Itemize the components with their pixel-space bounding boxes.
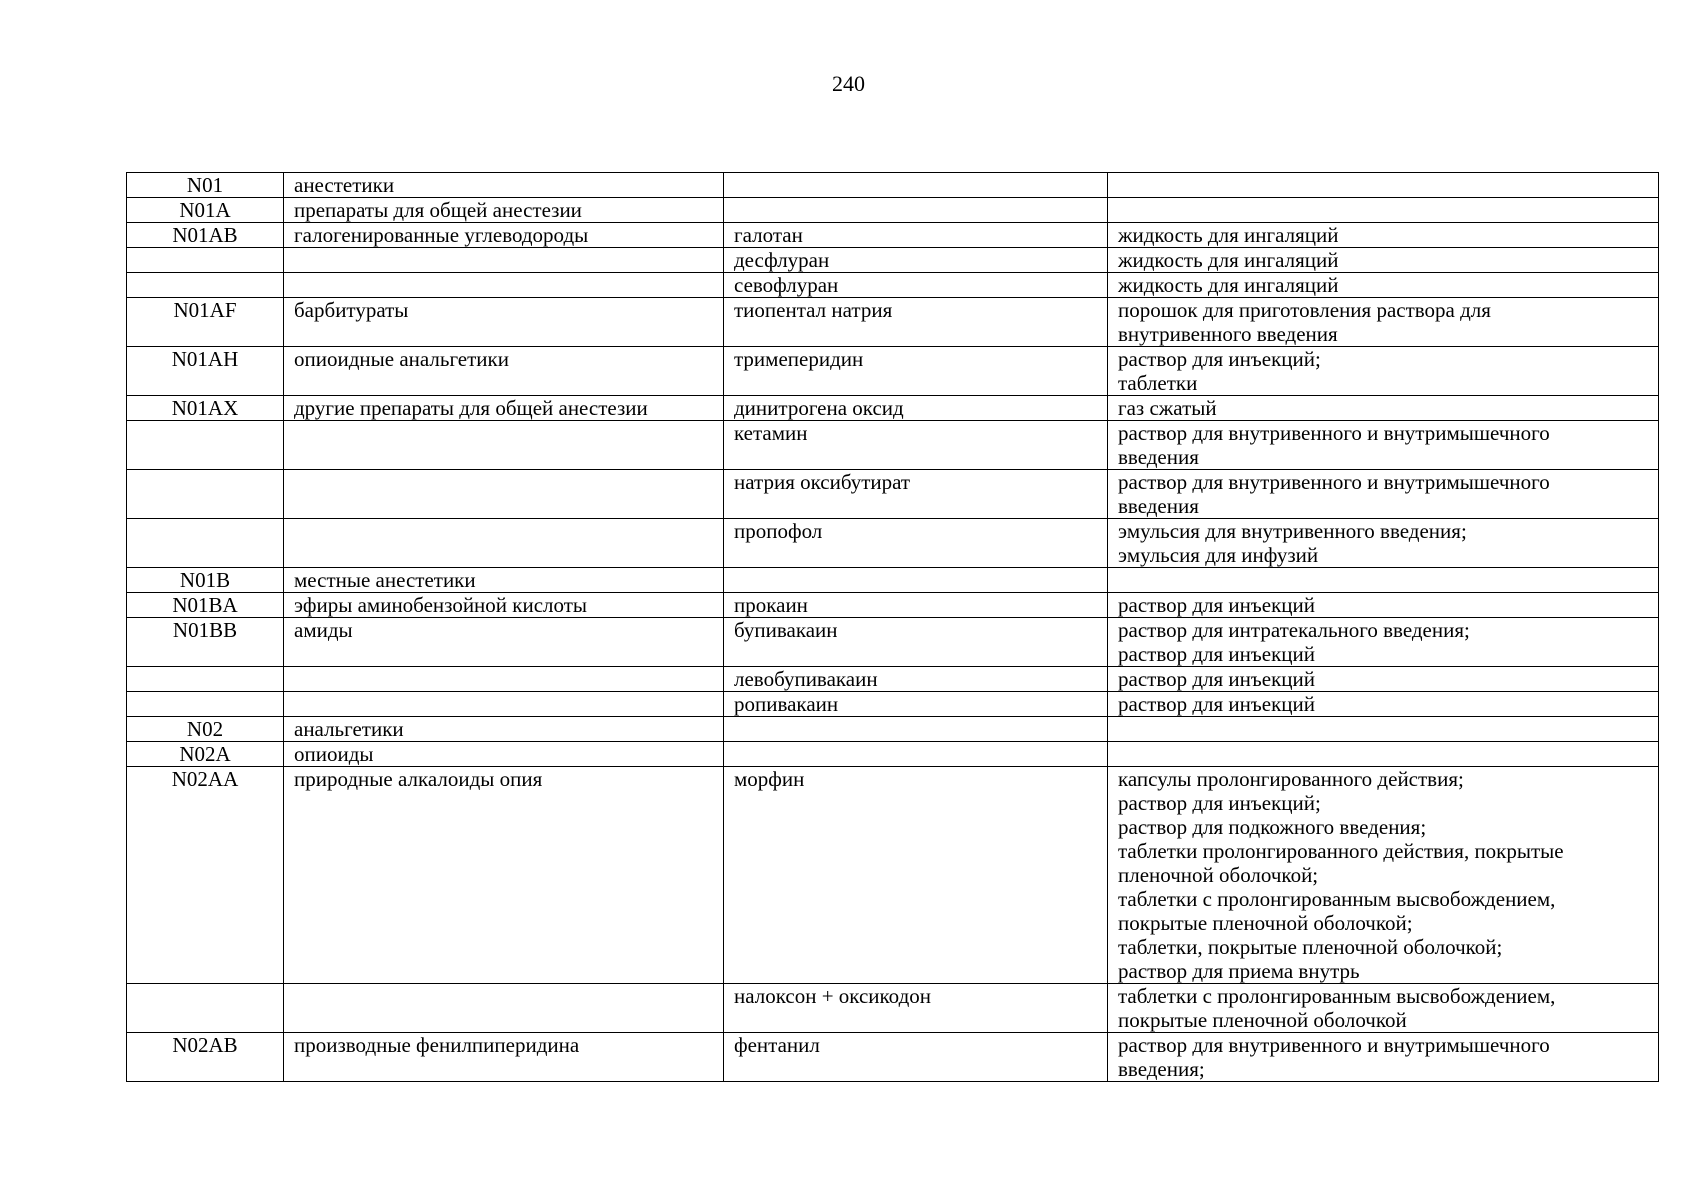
dosage-form-cell xyxy=(1108,173,1659,198)
group-name-cell xyxy=(284,692,724,717)
group-name-cell: анестетики xyxy=(284,173,724,198)
group-name-cell xyxy=(284,248,724,273)
dosage-form-line: газ сжатый xyxy=(1118,396,1217,420)
drug-name-cell: прокаин xyxy=(724,593,1108,618)
drug-name-cell xyxy=(724,568,1108,593)
drug-name-cell: левобупивакаин xyxy=(724,667,1108,692)
dosage-form-line: жидкость для ингаляций xyxy=(1118,273,1339,297)
dosage-form-line: раствор для инъекций xyxy=(1118,593,1315,617)
dosage-form-cell xyxy=(1108,421,1659,470)
table-row xyxy=(127,717,1659,742)
dosage-form-cell xyxy=(1108,667,1659,692)
table-row xyxy=(127,347,1659,396)
page-number: 240 xyxy=(832,71,865,96)
group-name-cell: галогенированные углеводороды xyxy=(284,223,724,248)
table-row xyxy=(127,273,1659,298)
dosage-form-cell xyxy=(1108,742,1659,767)
dosage-form-line: таблетки пролонгированного действия, покрытые xyxy=(1118,839,1564,863)
drug-name-cell: морфин xyxy=(724,767,1108,984)
dosage-form-cell xyxy=(1108,767,1659,984)
dosage-form-line: раствор для внутривенного и внутримышечного xyxy=(1118,1033,1550,1057)
dosage-form-cell xyxy=(1108,717,1659,742)
dosage-form-line: раствор для инъекций xyxy=(1118,667,1315,691)
dosage-form-line: таблетки xyxy=(1118,371,1198,395)
table-row xyxy=(127,298,1659,347)
group-name-cell: препараты для общей анестезии xyxy=(284,198,724,223)
dosage-form-line: введения; xyxy=(1118,1057,1205,1081)
group-name-cell xyxy=(284,984,724,1033)
drug-name-cell: налоксон + оксикодон xyxy=(724,984,1108,1033)
dosage-form-cell xyxy=(1108,396,1659,421)
dosage-form-line: введения xyxy=(1118,445,1199,469)
table-row xyxy=(127,519,1659,568)
dosage-form-line: раствор для инъекций xyxy=(1118,692,1315,716)
atc-code-cell xyxy=(127,519,284,568)
dosage-form-line: покрытые пленочной оболочкой; xyxy=(1118,911,1413,935)
dosage-form-line: жидкость для ингаляций xyxy=(1118,223,1339,247)
atc-code-cell: N02AA xyxy=(127,767,284,984)
dosage-form-line: капсулы пролонгированного действия; xyxy=(1118,767,1464,791)
drug-name-cell: динитрогена оксид xyxy=(724,396,1108,421)
atc-code-cell xyxy=(127,421,284,470)
group-name-cell: амиды xyxy=(284,618,724,667)
table-row xyxy=(127,742,1659,767)
table-row xyxy=(127,984,1659,1033)
dosage-form-cell xyxy=(1108,568,1659,593)
table-row xyxy=(127,667,1659,692)
dosage-form-line: пленочной оболочкой; xyxy=(1118,863,1319,887)
drug-name-cell xyxy=(724,198,1108,223)
atc-code-cell: N02A xyxy=(127,742,284,767)
atc-code-cell xyxy=(127,692,284,717)
dosage-form-cell xyxy=(1108,618,1659,667)
dosage-form-line: раствор для приема внутрь xyxy=(1118,959,1360,983)
atc-code-cell: N02AB xyxy=(127,1033,284,1082)
group-name-cell: барбитураты xyxy=(284,298,724,347)
drug-name-cell: севофлуран xyxy=(724,273,1108,298)
table-row xyxy=(127,593,1659,618)
table-row xyxy=(127,692,1659,717)
group-name-cell xyxy=(284,519,724,568)
atc-code-cell: N01AB xyxy=(127,223,284,248)
group-name-cell xyxy=(284,470,724,519)
table-row xyxy=(127,767,1659,984)
atc-code-cell: N01B xyxy=(127,568,284,593)
group-name-cell: эфиры аминобензойной кислоты xyxy=(284,593,724,618)
group-name-cell: другие препараты для общей анестезии xyxy=(284,396,724,421)
table-row xyxy=(127,198,1659,223)
dosage-form-cell xyxy=(1108,593,1659,618)
atc-code-cell: N01AX xyxy=(127,396,284,421)
dosage-form-cell xyxy=(1108,984,1659,1033)
atc-code-cell: N01AF xyxy=(127,298,284,347)
drug-name-cell: пропофол xyxy=(724,519,1108,568)
dosage-form-cell xyxy=(1108,519,1659,568)
dosage-form-line: раствор для инъекций xyxy=(1118,642,1315,666)
dosage-form-line: эмульсия для инфузий xyxy=(1118,543,1319,567)
dosage-form-cell xyxy=(1108,198,1659,223)
dosage-form-cell xyxy=(1108,223,1659,248)
drug-name-cell xyxy=(724,173,1108,198)
table-row xyxy=(127,223,1659,248)
dosage-form-cell xyxy=(1108,1033,1659,1082)
group-name-cell: местные анестетики xyxy=(284,568,724,593)
table-row xyxy=(127,568,1659,593)
drug-name-cell: тиопентал натрия xyxy=(724,298,1108,347)
drug-name-cell: галотан xyxy=(724,223,1108,248)
group-name-cell xyxy=(284,273,724,298)
group-name-cell: опиоидные анальгетики xyxy=(284,347,724,396)
dosage-form-line: таблетки с пролонгированным высвобождением, xyxy=(1118,887,1556,911)
dosage-form-line: покрытые пленочной оболочкой xyxy=(1118,1008,1407,1032)
drug-name-cell xyxy=(724,742,1108,767)
table-row xyxy=(127,248,1659,273)
atc-code-cell: N01BA xyxy=(127,593,284,618)
table-row xyxy=(127,421,1659,470)
drug-table-body xyxy=(127,173,1659,1082)
drug-name-cell: фентанил xyxy=(724,1033,1108,1082)
group-name-cell: опиоиды xyxy=(284,742,724,767)
drug-name-cell: ропивакаин xyxy=(724,692,1108,717)
dosage-form-line: раствор для инъекций; xyxy=(1118,791,1321,815)
table-row xyxy=(127,618,1659,667)
drug-name-cell xyxy=(724,717,1108,742)
dosage-form-line: эмульсия для внутривенного введения; xyxy=(1118,519,1467,543)
dosage-form-line: раствор для внутривенного и внутримышечного xyxy=(1118,421,1550,445)
dosage-form-line: порошок для приготовления раствора для xyxy=(1118,298,1491,322)
atc-code-cell xyxy=(127,667,284,692)
atc-code-cell xyxy=(127,470,284,519)
dosage-form-line: раствор для интратекального введения; xyxy=(1118,618,1470,642)
atc-code-cell: N02 xyxy=(127,717,284,742)
atc-code-cell xyxy=(127,248,284,273)
drug-name-cell: десфлуран xyxy=(724,248,1108,273)
group-name-cell: природные алкалоиды опия xyxy=(284,767,724,984)
drug-name-cell: натрия оксибутират xyxy=(724,470,1108,519)
dosage-form-cell xyxy=(1108,273,1659,298)
table-row xyxy=(127,173,1659,198)
table-row xyxy=(127,1033,1659,1082)
dosage-form-line: внутривенного введения xyxy=(1118,322,1338,346)
dosage-form-line: раствор для внутривенного и внутримышечного xyxy=(1118,470,1550,494)
table-row xyxy=(127,470,1659,519)
dosage-form-cell xyxy=(1108,248,1659,273)
dosage-form-cell xyxy=(1108,298,1659,347)
atc-code-cell: N01 xyxy=(127,173,284,198)
table-row xyxy=(127,396,1659,421)
drug-name-cell: бупивакаин xyxy=(724,618,1108,667)
dosage-form-line: введения xyxy=(1118,494,1199,518)
dosage-form-cell xyxy=(1108,347,1659,396)
drug-table xyxy=(126,172,1659,1082)
dosage-form-line: таблетки, покрытые пленочной оболочкой; xyxy=(1118,935,1503,959)
dosage-form-line: жидкость для ингаляций xyxy=(1118,248,1339,272)
dosage-form-line: раствор для инъекций; xyxy=(1118,347,1321,371)
atc-code-cell xyxy=(127,273,284,298)
dosage-form-cell xyxy=(1108,470,1659,519)
group-name-cell: анальгетики xyxy=(284,717,724,742)
atc-code-cell: N01AH xyxy=(127,347,284,396)
atc-code-cell: N01BB xyxy=(127,618,284,667)
dosage-form-line: таблетки с пролонгированным высвобождением, xyxy=(1118,984,1556,1008)
drug-name-cell: тримеперидин xyxy=(724,347,1108,396)
group-name-cell xyxy=(284,421,724,470)
group-name-cell xyxy=(284,667,724,692)
drug-name-cell: кетамин xyxy=(724,421,1108,470)
atc-code-cell: N01A xyxy=(127,198,284,223)
dosage-form-line: раствор для подкожного введения; xyxy=(1118,815,1427,839)
dosage-form-cell xyxy=(1108,692,1659,717)
atc-code-cell xyxy=(127,984,284,1033)
group-name-cell: производные фенилпиперидина xyxy=(284,1033,724,1082)
